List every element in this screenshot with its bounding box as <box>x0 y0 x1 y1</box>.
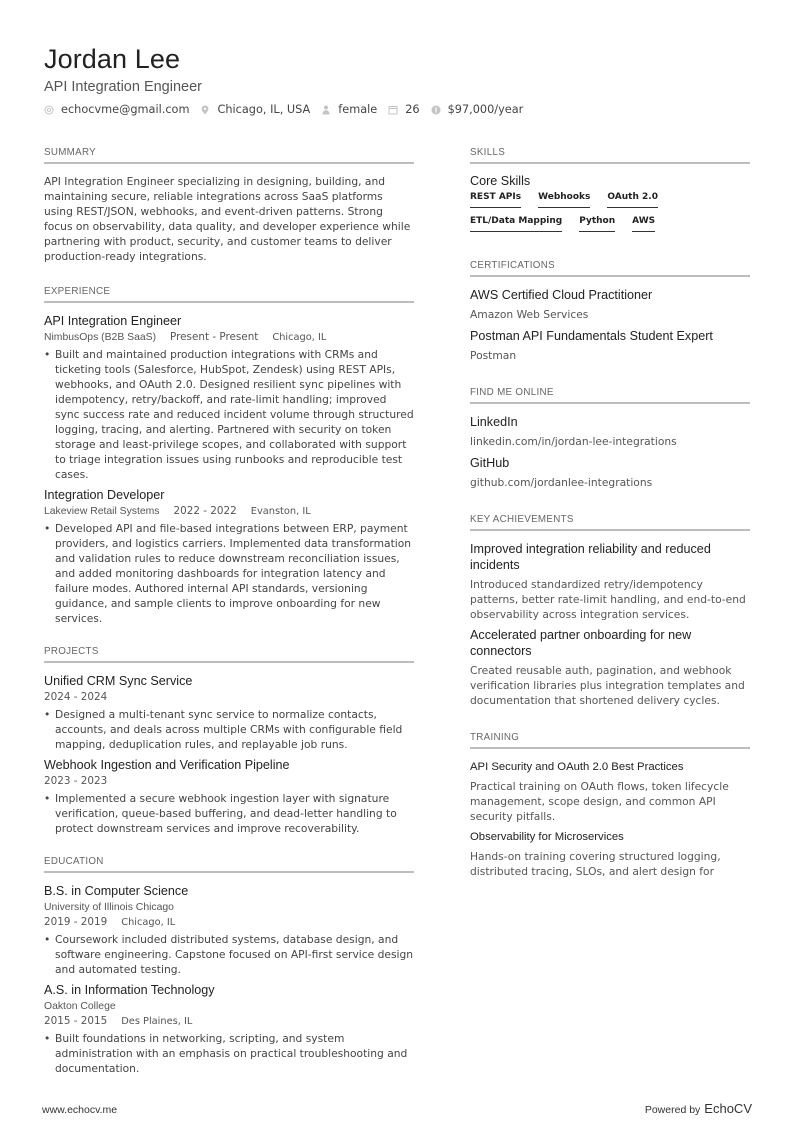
achievement-title: Improved integration reliability and reduced incidents <box>470 542 711 572</box>
certifications-heading: CERTIFICATIONS <box>470 260 750 277</box>
calendar-icon <box>388 105 398 115</box>
contact-email[interactable] <box>44 103 189 116</box>
contact-salary <box>431 103 524 116</box>
training-title: Observability for Microservices <box>470 831 624 843</box>
job-bullet <box>44 347 414 482</box>
right-column <box>470 147 750 903</box>
training-title: API Security and OAuth 2.0 Best Practices <box>470 761 684 773</box>
contact-age-text: 26 <box>405 103 420 116</box>
project-item <box>44 673 414 752</box>
contact-gender <box>321 103 377 116</box>
school-name: Oakton College <box>44 1001 116 1012</box>
school-name-row <box>44 999 414 1014</box>
experience-item <box>44 487 414 626</box>
skills-heading: SKILLS <box>470 147 750 164</box>
degree-name: A.S. in Information Technology <box>44 983 215 997</box>
certification-name: AWS Certified Cloud Practitioner <box>470 288 653 302</box>
achievement-desc: Created reusable auth, pagination, and webhook verification libraries plus integration templates and documentation that shortened delivery cycles. <box>470 664 745 707</box>
profile-name-github: GitHub <box>470 456 510 470</box>
skill-chip: AWS <box>632 216 655 232</box>
certifications-section <box>470 260 750 363</box>
contact-age <box>388 103 419 116</box>
bullet-icon: • <box>44 933 51 946</box>
projects-section <box>44 646 414 836</box>
school-name-row <box>44 900 414 915</box>
skill-chip: OAuth 2.0 <box>607 192 658 208</box>
skills-list <box>470 192 750 240</box>
education-section <box>44 856 414 1076</box>
training-desc: Hands-on training covering structured logging, distributed tracing, SLOs, and alert design for <box>470 850 721 878</box>
project-meta <box>44 774 414 789</box>
summary-text: API Integration Engineer specializing in designing, building, and maintaining secure, reliable integrations across SaaS platforms using REST/JSON, webhooks, and event-driven patterns. Strong focus on observability, data quality, and developer experience while partnering with product, security, and customer teams to deliver production-ready integrations. <box>44 175 411 263</box>
contact-email-text: echocvme@gmail.com <box>61 103 190 116</box>
bullet-icon: • <box>44 792 51 805</box>
education-dates: 2019 - 2019 <box>44 916 108 928</box>
project-bullet-text: Designed a multi-tenant sync service to normalize contacts, accounts, and deals across multiple CRMs with configurable field mapping, deduplication rules, and replayable job runs. <box>55 708 403 751</box>
job-dates: Present - Present <box>170 331 259 343</box>
experience-section <box>44 286 414 626</box>
education-item <box>44 982 414 1076</box>
certification-name: Postman API Fundamentals Student Expert <box>470 329 713 343</box>
contact-gender-text: female <box>338 103 378 116</box>
salary-icon <box>431 105 441 115</box>
skill-chip: Webhooks <box>538 192 590 208</box>
project-bullet <box>44 791 414 836</box>
email-icon <box>44 105 54 115</box>
summary-section <box>44 147 414 264</box>
summary-heading: SUMMARY <box>44 147 414 164</box>
contact-salary-text: $97,000/year <box>447 103 524 116</box>
contact-location-text: Chicago, IL, USA <box>217 103 311 116</box>
profile-link-linkedin[interactable]: linkedin.com/in/jordan-lee-integrations <box>470 435 677 448</box>
powered-by-label: Powered by <box>644 1104 701 1116</box>
job-meta <box>44 330 414 345</box>
degree-name: B.S. in Computer Science <box>44 884 189 898</box>
job-dates: 2022 - 2022 <box>173 505 237 517</box>
candidate-title: API Integration Engineer <box>44 79 202 95</box>
job-location: Chicago, IL <box>272 332 327 343</box>
projects-heading: PROJECTS <box>44 646 414 663</box>
education-heading: EDUCATION <box>44 856 414 873</box>
contact-location <box>200 103 310 116</box>
education-item <box>44 883 414 977</box>
job-bullet-text: Developed API and file-based integrations between ERP, payment providers, and logistics carriers. Implemented data transformation and validation rules to reduce downstream reconciliation issues, and added monitoring dashboards for integration latency and failure modes. Authored internal API standards, versioning guidance, and sample clients to improve onboarding for new services. <box>55 522 412 625</box>
resume-header <box>44 43 764 116</box>
job-meta <box>44 504 414 519</box>
online-section <box>470 387 750 490</box>
job-bullet-text: Built and maintained production integrations with CRMs and ticketing tools (Salesforce, HubSpot, Zendesk) using REST APIs, webhooks, and OAuth 2.0. Designed resilient sync pipelines with idempotency, retry/backoff, and rate-limit handling; improved sync success rate and reduced incident volume through structured logging, tracing, and alerting. Partnered with security on token storage and least-privilege scopes, and collaborated with support to triage integration issues using runbooks and reproducible test cases. <box>55 348 414 481</box>
education-meta <box>44 1014 414 1029</box>
bullet-icon: • <box>44 348 51 361</box>
achievements-section <box>470 514 750 708</box>
job-bullet <box>44 521 414 626</box>
online-heading: FIND ME ONLINE <box>470 387 750 404</box>
certification-issuer: Postman <box>470 349 517 362</box>
experience-heading: EXPERIENCE <box>44 286 414 303</box>
project-dates: 2023 - 2023 <box>44 775 108 787</box>
education-bullet <box>44 932 414 977</box>
bullet-icon: • <box>44 522 51 535</box>
project-bullet <box>44 707 414 752</box>
brand-logo: EchoCV <box>704 1101 752 1116</box>
bullet-icon: • <box>44 708 51 721</box>
education-dates: 2015 - 2015 <box>44 1015 108 1027</box>
location-icon <box>200 105 210 115</box>
job-company: NimbusOps (B2B SaaS) <box>44 332 157 343</box>
experience-item <box>44 313 414 482</box>
achievement-title: Accelerated partner onboarding for new connectors <box>470 628 692 658</box>
person-icon <box>321 105 331 115</box>
education-location: Chicago, IL <box>121 917 176 928</box>
project-name: Unified CRM Sync Service <box>44 674 193 688</box>
skill-chip: Python <box>579 216 615 232</box>
project-bullet-text: Implemented a secure webhook ingestion layer with signature verification, queue-based buffering, and dead-letter handling to protect downstream services and improve recoverability. <box>55 792 397 835</box>
project-name: Webhook Ingestion and Verification Pipeline <box>44 758 290 772</box>
project-dates: 2024 - 2024 <box>44 691 108 703</box>
training-heading: TRAINING <box>470 732 750 749</box>
project-meta <box>44 690 414 705</box>
job-role: API Integration Engineer <box>44 314 182 328</box>
footer-website-link[interactable]: www.echocv.me <box>42 1104 118 1116</box>
education-location: Des Plaines, IL <box>121 1016 193 1027</box>
training-section <box>470 732 750 879</box>
skill-chip: REST APIs <box>470 192 521 208</box>
skills-section <box>470 147 750 240</box>
skill-chip: ETL/Data Mapping <box>470 216 562 232</box>
education-bullet-text: Coursework included distributed systems, database design, and software engineering. Capstone focused on API-first service design and automated testing. <box>55 933 414 976</box>
skills-group-title: Core Skills <box>470 174 531 188</box>
education-bullet-text: Built foundations in networking, scripting, and system administration with an emphasis on practical troubleshooting and documentation. <box>55 1032 408 1075</box>
certification-issuer: Amazon Web Services <box>470 308 589 321</box>
education-bullet <box>44 1031 414 1076</box>
left-column <box>44 147 414 1100</box>
job-location: Evanston, IL <box>250 506 311 517</box>
achievements-heading: KEY ACHIEVEMENTS <box>470 514 750 531</box>
achievement-desc: Introduced standardized retry/idempotency patterns, better rate-limit handling, and end-to-end observability across integration services. <box>470 578 746 621</box>
school-name: University of Illinois Chicago <box>44 902 174 913</box>
profile-link-github[interactable]: github.com/jordanlee-integrations <box>470 476 653 489</box>
candidate-name: Jordan Lee <box>44 44 181 74</box>
education-meta <box>44 915 414 930</box>
profile-name-linkedin: LinkedIn <box>470 415 518 429</box>
job-company: Lakeview Retail Systems <box>44 506 160 517</box>
bullet-icon: • <box>44 1032 51 1045</box>
project-item <box>44 757 414 836</box>
job-role: Integration Developer <box>44 488 165 502</box>
training-desc: Practical training on OAuth flows, token lifecycle management, scope design, and common API security pitfalls. <box>470 780 729 823</box>
footer-powered-by[interactable] <box>645 1101 752 1116</box>
contact-info-row <box>44 103 764 116</box>
